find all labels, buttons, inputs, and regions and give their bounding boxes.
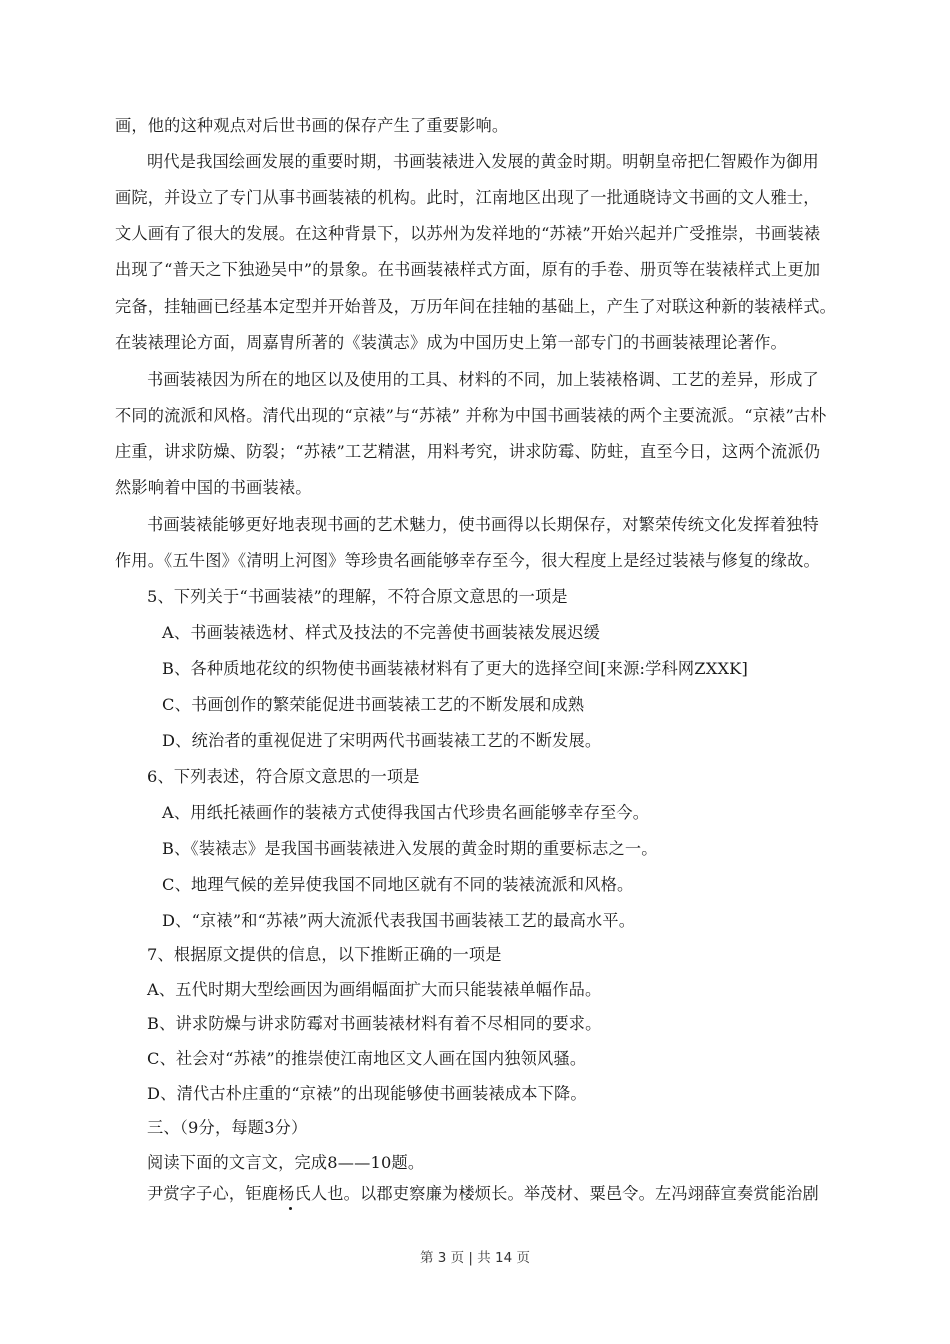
question-6-option-a: A、用纸托裱画作的装裱方式使得我国古代珍贵名画能够幸存至今。 [162,803,650,822]
question-5-stem: 5、下列关于“书画装裱”的理解，不符合原文意思的一项是 [147,587,568,606]
classical-text-line: 尹赏字子心，钜鹿杨氏人也。以郡吏察廉为楼烦长。举茂材、粟邑令。左冯翊薛宣奏赏能治剧 [147,1184,819,1203]
question-6-option-d: D、“京裱”和“苏裱”两大流派代表我国书画装裱工艺的最高水平。 [162,911,636,930]
question-6-option-b: B、《装裱志》是我国书画装裱进入发展的黄金时期的重要标志之一。 [162,839,658,858]
question-5-option-b: B、各种质地花纹的织物使书画装裱材料有了更大的选择空间[来源:学科网ZXXK] [162,659,748,678]
question-7-option-b: B、讲求防燥与讲求防霉对书画装裱材料有着不尽相同的要求。 [147,1014,602,1033]
page-footer: 第 3 页 | 共 14 页 [419,1250,531,1266]
paragraph-line: 明代是我国绘画发展的重要时期，书画装裱进入发展的黄金时期。明朝皇帝把仁智殿作为御用 [147,152,819,171]
paragraph-line: 文人画有了很大的发展。在这种背景下，以苏州为发祥地的“苏裱”开始兴起并广受推崇，书画装裱 [115,224,821,243]
section-3-instruction: 阅读下面的文言文，完成8——10题。 [147,1153,425,1172]
question-7-option-a: A、五代时期大型绘画因为画绢幅面扩大而只能装裱单幅作品。 [147,980,602,999]
paragraph-line: 画，他的这种观点对后世书画的保存产生了重要影响。 [115,116,509,135]
question-6-stem: 6、下列表述，符合原文意思的一项是 [147,767,420,786]
paragraph-line: 画院，并设立了专门从事书画装裱的机构。此时，江南地区出现了一批通晓诗文书画的文人雅士， [115,188,820,207]
question-7-stem: 7、根据原文提供的信息，以下推断正确的一项是 [147,945,502,964]
paragraph-line: 然影响着中国的书画装裱。 [115,478,312,497]
question-7-option-d: D、清代古朴庄重的“京裱”的出现能够使书画装裱成本下降。 [147,1084,587,1103]
question-5-option-d: D、统治者的重视促进了宋明两代书画装裱工艺的不断发展。 [162,731,602,750]
question-6-option-c: C、地理气候的差异使我国不同地区就有不同的装裱流派和风格。 [162,875,634,894]
paragraph-line: 庄重，讲求防燥、防裂；“苏裱”工艺精湛，用料考究，讲求防霉、防蛀，直至今日，这两个流派仍 [115,442,821,461]
paragraph-line: 书画装裱能够更好地表现书画的艺术魅力，使书画得以长期保存，对繁荣传统文化发挥着独特 [147,515,819,534]
paragraph-line: 作用。《五牛图》《清明上河图》等珍贵名画能够幸存至今，很大程度上是经过装裱与修复的缘故。 [115,551,820,570]
emphasis-dot-icon [289,1207,292,1210]
question-5-option-a: A、书画装裱选材、样式及技法的不完善使书画装裱发展迟缓 [162,623,600,642]
paragraph-line: 书画装裱因为所在的地区以及使用的工具、材料的不同，加上装裱格调、工艺的差异，形成了 [147,370,819,389]
paragraph-line: 不同的流派和风格。清代出现的“京裱”与“苏裱” 并称为中国书画装裱的两个主要流派。“京裱”古朴 [115,406,827,425]
paragraph-line: 在装裱理论方面，周嘉胄所著的《装潢志》成为中国历史上第一部专门的书画装裱理论著作。 [115,333,787,352]
question-7-option-c: C、社会对“苏裱”的推崇使江南地区文人画在国内独领风骚。 [147,1049,587,1068]
question-5-option-c: C、书画创作的繁荣能促进书画装裱工艺的不断发展和成熟 [162,695,585,714]
section-3-heading: 三、（9分，每题3分） [147,1118,308,1137]
paragraph-line: 出现了“普天之下独逊吴中”的景象。在书画装裱样式方面，原有的手卷、册页等在装裱样式上更加 [115,260,821,279]
paragraph-line: 完备，挂轴画已经基本定型并开始普及，万历年间在挂轴的基础上，产生了对联这种新的装裱样式。 [115,297,837,316]
